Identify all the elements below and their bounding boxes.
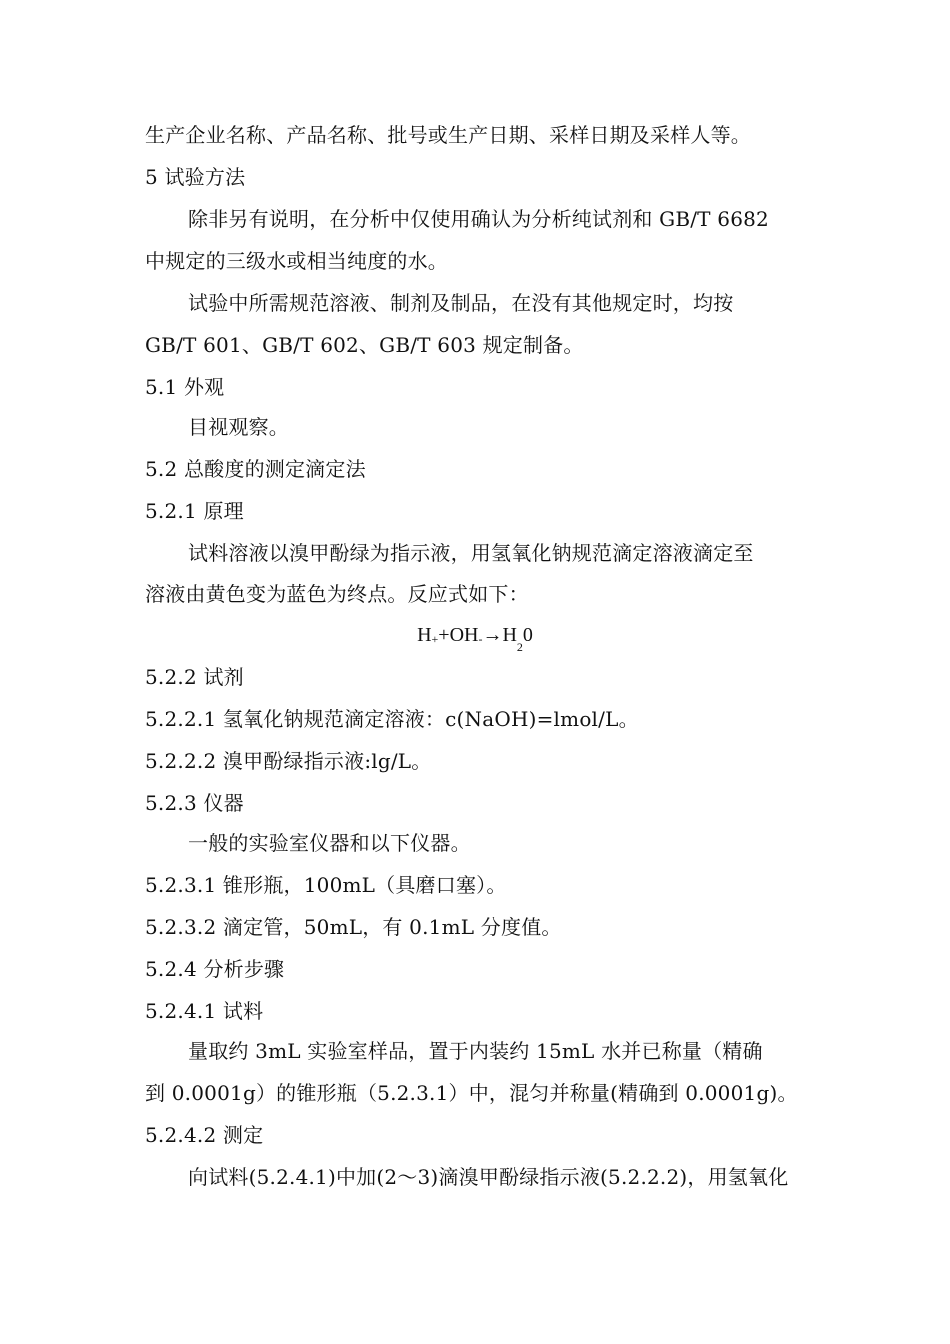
paragraph-line: 试料溶液以溴甲酚绿为指示液，用氢氧化钠规范滴定溶液滴定至 (188, 541, 754, 565)
formula-arrow-h: →H (482, 624, 517, 646)
paragraph-line: 5.2.2.2 溴甲酚绿指示液:lg/L。 (145, 749, 432, 773)
section-heading-5-2: 5.2 总酸度的测定滴定法 (145, 457, 366, 481)
paragraph-line: 试验中所需规范溶液、制剂及制品，在没有其他规定时，均按 (188, 291, 734, 315)
formula-h-charge: + (431, 632, 439, 646)
paragraph-line: 5.2.3.1 锥形瓶，100mL（具磨口塞）。 (145, 873, 507, 897)
paragraph-line: 溶液由黄色变为蓝色为终点。反应式如下： (145, 582, 529, 606)
paragraph-line: 目视观察。 (188, 415, 289, 439)
formula-subscript: 2 (516, 640, 523, 654)
paragraph-line: 量取约 3mL 实验室样品，置于内装约 15mL 水并已称量（精确 (188, 1039, 763, 1063)
formula-h: H (417, 624, 432, 646)
section-heading-5-2-4-2: 5.2.4.2 测定 (145, 1123, 264, 1147)
formula-oh-charge: - (478, 632, 483, 646)
paragraph-line: 一般的实验室仪器和以下仪器。 (188, 831, 471, 855)
paragraph-line: GB/T 601、GB/T 602、GB/T 603 规定制备。 (145, 333, 584, 357)
section-heading-5-2-4-1: 5.2.4.1 试料 (145, 999, 264, 1023)
section-heading-5-2-3: 5.2.3 仪器 (145, 791, 244, 815)
section-heading-5: 5 试验方法 (145, 165, 246, 189)
paragraph-line: 5.2.3.2 滴定管，50mL，有 0.1mL 分度值。 (145, 915, 562, 939)
section-heading-5-2-4: 5.2.4 分析步骤 (145, 957, 285, 981)
paragraph-line: 生产企业名称、产品名称、批号或生产日期、采样日期及采样人等。 (145, 123, 751, 147)
section-heading-5-2-1: 5.2.1 原理 (145, 499, 244, 523)
formula-o: 0 (522, 624, 533, 646)
paragraph-line: 除非另有说明，在分析中仅使用确认为分析纯试剂和 GB/T 6682 (188, 207, 769, 231)
section-heading-5-1: 5.1 外观 (145, 375, 225, 399)
paragraph-line: 中规定的三级水或相当纯度的水。 (145, 249, 448, 273)
paragraph-line: 5.2.2.1 氢氧化钠规范滴定溶液：c(NaOH)=lmol/L。 (145, 707, 639, 731)
paragraph-line: 向试料(5.2.4.1)中加(2～3)滴溴甲酚绿指示液(5.2.2.2)，用氢氧化 (188, 1165, 789, 1189)
section-heading-5-2-2: 5.2.2 试剂 (145, 665, 244, 689)
reaction-equation (0, 618, 950, 658)
paragraph-line: 到 0.0001g）的锥形瓶（5.2.3.1）中，混匀并称量(精确到 0.0001g)。 (145, 1081, 798, 1105)
formula-plus-oh: +OH (438, 624, 479, 646)
